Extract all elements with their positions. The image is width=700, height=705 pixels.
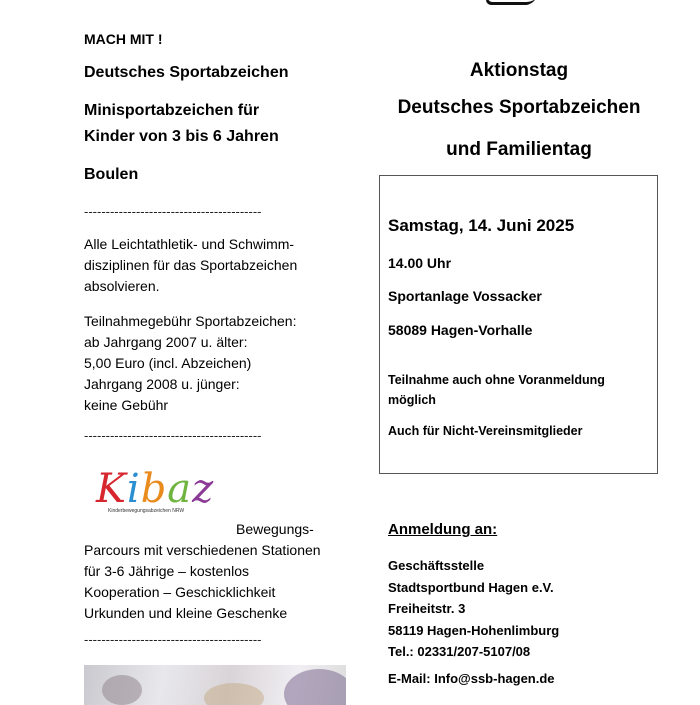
disciplines-text: [84, 234, 297, 297]
event-city: 58089 Hagen-Vorhalle: [388, 322, 533, 338]
kibaz-logo-wordmark: [96, 466, 236, 512]
fee-line5: keine Gebühr: [84, 397, 169, 413]
event-time: 14.00 Uhr: [388, 255, 452, 271]
event-photo: [84, 665, 346, 705]
fee-line4: Jahrgang 2008 u. jünger:: [84, 376, 240, 392]
registration-note: [388, 370, 605, 410]
top-decoration: [484, 0, 539, 5]
fee-line1: Teilnahmegebühr Sportabzeichen:: [84, 313, 297, 329]
contact-org2: Stadtsportbund Hagen e.V.: [388, 579, 554, 595]
kibaz-letter: z: [192, 466, 215, 512]
divider-3: -----------------------------------------: [84, 632, 262, 647]
contact-address: [388, 555, 559, 663]
fee-text: [84, 311, 296, 416]
parcours-line5: Urkunden und kleine Geschenke: [84, 605, 288, 621]
item-minisportabzeichen-line2: Kinder von 3 bis 6 Jahren: [84, 128, 279, 145]
registration-heading: Anmeldung an:: [388, 521, 498, 538]
divider-2: -----------------------------------------: [84, 428, 262, 443]
kibaz-letter: a: [167, 466, 193, 512]
disciplines-line3: absolvieren.: [84, 278, 160, 294]
non-member-note: Auch für Nicht-Vereinsmitglieder: [388, 424, 583, 438]
contact-email: E-Mail: Info@ssb-hagen.de: [388, 671, 555, 686]
event-title-line3: und Familientag: [446, 139, 592, 160]
parcours-line1: Bewegungs-: [236, 521, 314, 537]
kibaz-subtitle: Kinderbewegungsabzeichen NRW: [108, 508, 185, 514]
parcours-line4: Kooperation – Geschicklichkeit: [84, 584, 276, 600]
item-boulen: Boulen: [84, 166, 139, 183]
kibaz-letter: i: [126, 466, 141, 512]
contact-street: Freiheitstr. 3: [388, 601, 466, 616]
event-details-box: [379, 175, 658, 474]
registration-note-line2: möglich: [388, 393, 436, 407]
event-title-line1: Aktionstag: [469, 60, 569, 81]
kibaz-letter: b: [140, 466, 168, 512]
fee-line3: 5,00 Euro (incl. Abzeichen): [84, 355, 252, 371]
kibaz-logo: [96, 466, 236, 514]
kibaz-letter: K: [96, 466, 127, 512]
event-date: Samstag, 14. Juni 2025: [388, 216, 575, 235]
divider-1: -----------------------------------------: [84, 204, 262, 219]
parcours-text: [84, 540, 321, 624]
contact-org1: Geschäftsstelle: [388, 558, 485, 573]
mach-mit-heading: MACH MIT !: [84, 31, 163, 47]
contact-postcode: 58119 Hagen-Hohenlimburg: [388, 622, 560, 638]
disciplines-line1: Alle Leichtathletik- und Schwimm-: [84, 236, 295, 252]
fee-line2: ab Jahrgang 2007 u. älter:: [84, 334, 248, 350]
registration-note-line1: Teilnahme auch ohne Voranmeldung: [388, 373, 605, 387]
contact-phone: Tel.: 02331/207-5107/08: [388, 644, 531, 659]
event-title-line2: Deutsches Sportabzeichen: [397, 97, 641, 118]
parcours-line2: Parcours mit verschiedenen Stationen: [84, 542, 321, 558]
event-venue: Sportanlage Vossacker: [388, 288, 542, 304]
disciplines-line2: disziplinen für das Sportabzeichen: [84, 257, 298, 273]
item-sportabzeichen: Deutsches Sportabzeichen: [84, 64, 289, 81]
item-minisportabzeichen-line1: Minisportabzeichen für: [84, 102, 260, 119]
parcours-line3: für 3-6 Jährige – kostenlos: [84, 563, 249, 579]
